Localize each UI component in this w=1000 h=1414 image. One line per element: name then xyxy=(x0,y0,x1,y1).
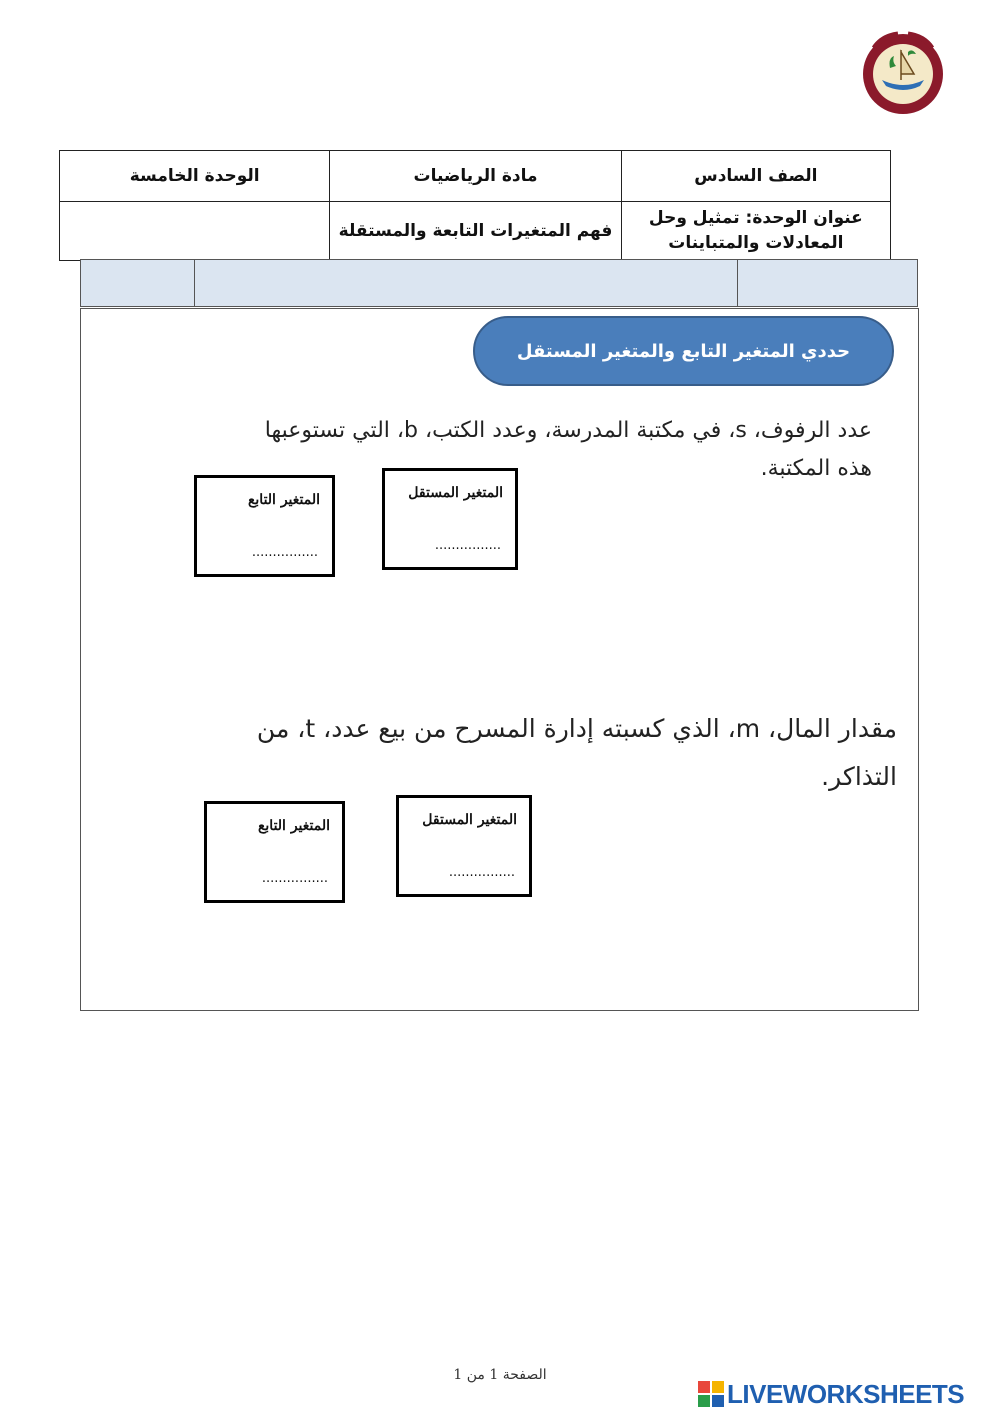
answer-blank[interactable]: ................ xyxy=(261,871,328,886)
dependent-label: المتغير التابع xyxy=(247,492,320,508)
brand-name: LIVEWORKSHEETS xyxy=(727,1378,965,1409)
answer-blank[interactable]: ................ xyxy=(434,538,501,553)
unit-title-cell: عنوان الوحدة: تمثيل وحل المعادلات والمتباينات xyxy=(621,202,890,261)
strip-divider xyxy=(737,260,738,306)
answer-blank[interactable]: ................ xyxy=(448,865,515,880)
q2-independent-box[interactable] xyxy=(396,795,532,897)
header-table xyxy=(59,150,891,261)
strip-divider xyxy=(194,260,195,306)
independent-label: المتغير المستقل xyxy=(422,812,517,828)
brand-squares-icon xyxy=(698,1381,724,1407)
empty-cell xyxy=(60,202,330,261)
grade-cell: الصف السادس xyxy=(621,151,890,202)
question-2-text: مقدار المال، m، الذي كسبته إدارة المسرح من بيع عدد، t، من التذاكر. xyxy=(256,714,897,791)
emblem-icon xyxy=(852,28,954,116)
page-number: الصفحة 1 من 1 xyxy=(453,1367,547,1383)
lesson-cell: فهم المتغيرات التابعة والمستقلة xyxy=(330,202,621,261)
answer-blank[interactable]: ................ xyxy=(251,545,318,560)
unit-cell: الوحدة الخامسة xyxy=(60,151,330,202)
info-strip xyxy=(80,259,918,307)
subject-cell: مادة الرياضيات xyxy=(330,151,621,202)
dependent-label: المتغير التابع xyxy=(257,818,330,834)
q1-independent-box[interactable] xyxy=(382,468,518,570)
q2-dependent-box[interactable] xyxy=(204,801,345,903)
independent-label: المتغير المستقل xyxy=(408,485,503,501)
q1-dependent-box[interactable] xyxy=(194,475,335,577)
state-emblem-logo xyxy=(852,28,954,116)
question-1-text: عدد الرفوف، s، في مكتبة المدرسة، وعدد الكتب، b، التي تستوعبها هذه المكتبة. xyxy=(264,418,872,481)
liveworksheets-brand[interactable] xyxy=(698,1374,998,1414)
instruction-banner: حددي المتغير التابع والمتغير المستقل xyxy=(473,316,894,386)
